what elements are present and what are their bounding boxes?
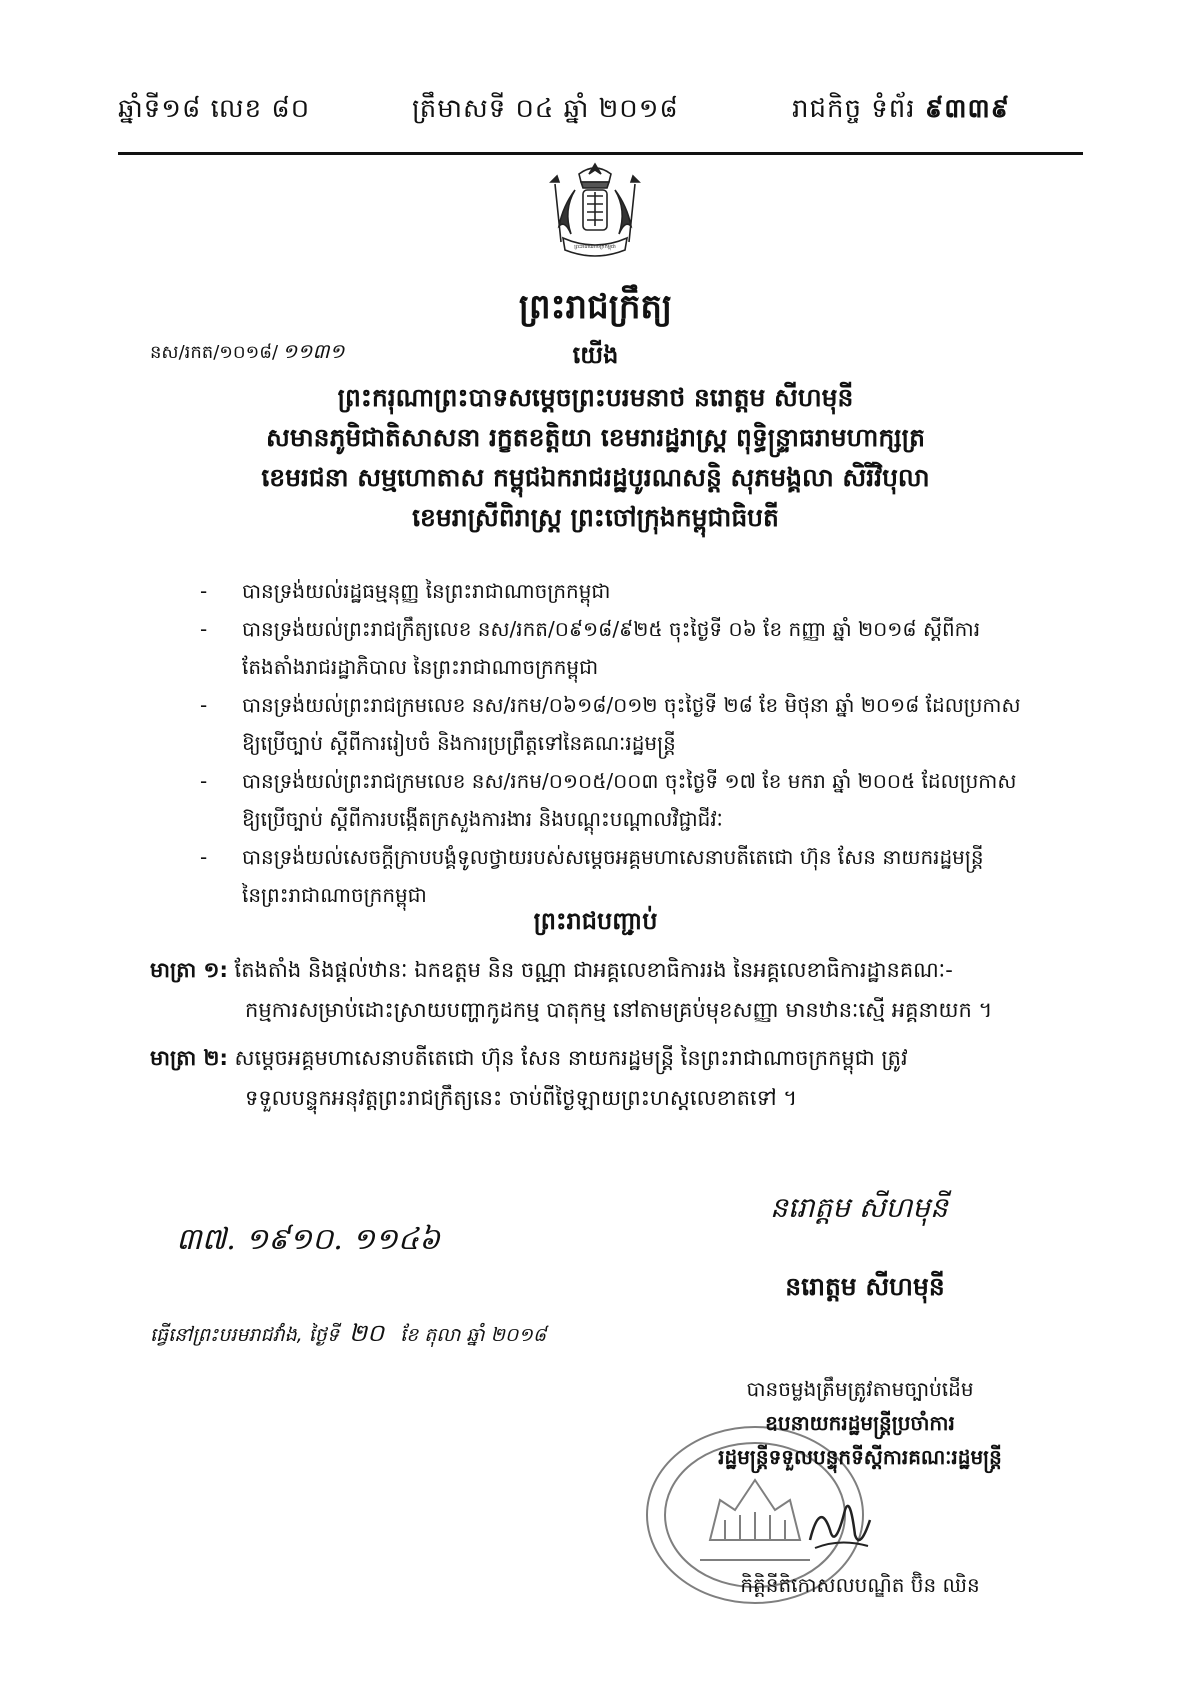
article-2 (150, 1038, 1090, 1118)
article-text: កម្មការសម្រាប់ដោះស្រាយបញ្ហាកូដកម្ម បាតុកម្ម នៅតាមគ្រប់មុខសញ្ញា មានឋានៈស្មើ អគ្គនាយក ។ (245, 998, 993, 1022)
header-rule (118, 152, 1083, 155)
gazette-page-prefix: រាជកិច្ច ទំព័រ (792, 94, 916, 124)
consideration-item (200, 572, 1100, 610)
consideration-line: បានទ្រង់យល់ព្រះរាជក្រឹត្យលេខ នស/រកត/០៩១៨/៩២៥ ចុះថ្ងៃទី ០៦ ខែ កញ្ញា ឆ្នាំ ២០១៨ ស្តីពីការ (242, 617, 981, 641)
consideration-line: បានទ្រង់យល់រដ្ឋធម្មនុញ្ញ នៃព្រះរាជាណាចក្រកម្ពុជា (242, 579, 611, 603)
consideration-item (200, 838, 1100, 914)
consideration-line: នៃព្រះរាជាណាចក្រកម្ពុជា (242, 883, 427, 907)
bullet-dash: - (200, 579, 208, 603)
king-titles (0, 378, 1191, 538)
consideration-line: បានទ្រង់យល់ព្រះរាជក្រមលេខ នស/រកម/០១០៥/០០៣ ចុះថ្ងៃទី ១៧ ខែ មករា ឆ្នាំ ២០០៥ ដែលប្រកាស (242, 769, 1017, 793)
reference-printed: នស/រកត/១០១៨/ (150, 342, 279, 363)
article-1 (150, 950, 1090, 1030)
article-text: ទទួលបន្ទុកអនុវត្តព្រះរាជក្រឹត្យនេះ ចាប់ពីថ្ងៃឡាយព្រះហស្តលេខាតទៅ ។ (245, 1086, 798, 1110)
gazette-year-number: ឆ្នាំទី១៨ លេខ ៨០ (118, 94, 311, 124)
articles-heading: ព្រះរាជបញ្ជាប់ (533, 907, 658, 935)
handwritten-date: ៣៧. ១៩១០. ១១៤៦ (176, 1222, 441, 1257)
reference-handwritten: ១១៣១ (282, 339, 345, 363)
place-date-day: ២០ (348, 1319, 385, 1347)
king-name: នរោត្តម សីហមុនី (785, 1272, 945, 1301)
gazette-trimester: ត្រឹមាសទី ០៤ ឆ្នាំ ២០១៨ (412, 94, 679, 124)
king-signature: នរោត្តម សីហមុនី (770, 1191, 948, 1224)
king-title-line: ខេមរជនា សម្មហោតាស កម្ពុជឯករាជរដ្ឋបូរណសន្តិ សុភមង្គលា សិរីវិបុលា (261, 463, 930, 492)
article-label: មាត្រា ១: (150, 958, 228, 982)
article-text: សម្តេចអគ្គមហាសេនាបតីតេជោ ហ៊ុន សែន នាយករដ្ឋមន្ត្រី នៃព្រះរាជាណាចក្រកម្ពុជា ត្រូវ (234, 1046, 908, 1070)
king-title-line: ព្រះករុណាព្រះបាទសម្តេចព្រះបរមនាថ នរោត្តម សីហមុនី (337, 383, 854, 412)
consideration-item (200, 610, 1100, 686)
bullet-dash: - (200, 769, 208, 793)
king-title-line: ខេមរាស្រីពិរាស្ត្រ ព្រះចៅក្រុងកម្ពុជាធិបតី (412, 503, 779, 532)
consideration-line: ឱ្យប្រើច្បាប់ ស្តីពីការរៀបចំ និងការប្រព្រឹត្តទៅនៃគណៈរដ្ឋមន្ត្រី (242, 731, 676, 755)
consideration-line: ឱ្យប្រើច្បាប់ ស្តីពីការបង្កើតក្រសួងការងារ និងបណ្តុះបណ្តាលវិជ្ជាជីវៈ (242, 807, 723, 831)
royal-coat-of-arms-icon (535, 160, 655, 270)
consideration-line: បានទ្រង់យល់ព្រះរាជក្រមលេខ នស/រកម/០៦១៨/០១២ ចុះថ្ងៃទី ២៨ ខែ មិថុនា ឆ្នាំ ២០១៨ ដែលប្រកាស (242, 693, 1021, 717)
place-date (150, 1318, 546, 1353)
gazette-page (792, 92, 1010, 130)
consideration-line: បានទ្រង់យល់សេចក្តីក្រាបបង្គំទូលថ្វាយរបស់សម្តេចអគ្គមហាសេនាបតីតេជោ ហ៊ុន សែន នាយករដ្ឋមន្ត្រី (242, 845, 984, 869)
certification-title: រដ្ឋមន្ត្រីទទួលបន្ទុកទីស្តីការគណៈរដ្ឋមន្ត្រី (718, 1445, 1002, 1469)
article-text: តែងតាំង និងផ្តល់ឋានៈ ឯកឧត្តម និន ចណ្ណា ជាអគ្គលេខាធិការរង នៃអគ្គលេខាធិការដ្ឋានគណៈ- (234, 958, 953, 982)
considerations-list (200, 572, 1100, 914)
bullet-dash: - (200, 845, 208, 869)
king-title-line: សមានភូមិជាតិសាសនា រក្ខតខត្តិយា ខេមរារដ្ឋរាស្ត្រ ពុទ្ធិន្ទ្រាធរាមហាក្សត្រ (266, 423, 925, 452)
certifier-name: កិត្តិនីតិកោសលបណ្ឌិត ប៊ិន ឈិន (740, 1573, 980, 1597)
certification-title: ឧបនាយករដ្ឋមន្ត្រីប្រចាំការ (765, 1411, 955, 1435)
minister-signature-icon (800, 1490, 880, 1560)
emblem-ribbon: ព្រះរាជាណាចក្រកម្ពុជា (574, 244, 616, 250)
consideration-item (200, 762, 1100, 838)
bullet-dash: - (200, 693, 208, 717)
consideration-line: តែងតាំងរាជរដ្ឋាភិបាល នៃព្រះរាជាណាចក្រកម្ពុជា (242, 655, 599, 679)
consideration-item (200, 686, 1100, 762)
gazette-page-number: ៩៣៣៩ (924, 94, 1011, 124)
decree-title: ព្រះរាជក្រឹត្យ (518, 287, 673, 327)
place-date-suffix: ខែ តុលា ឆ្នាំ ២០១៨ (400, 1324, 547, 1346)
place-date-prefix: ធ្វើនៅព្រះបរមរាជវាំង, ថ្ងៃទី (150, 1324, 339, 1346)
bullet-dash: - (200, 617, 208, 641)
we-heading: យើង (572, 341, 619, 369)
certification-line: បានចម្លងត្រឹមត្រូវតាមច្បាប់ដើម (746, 1377, 974, 1401)
article-label: មាត្រា ២: (150, 1046, 228, 1070)
